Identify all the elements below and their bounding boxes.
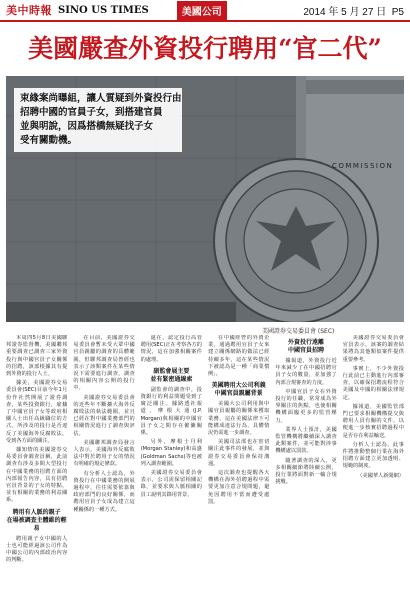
text-column-5 [275, 335, 336, 595]
paragraph: 美國大公司利用與中國官員親屬的關係來獲取業務，這在美國法律下可能構成違法行為，具體情況仍需進一步調查。 [207, 401, 270, 437]
text-column-1 [6, 335, 67, 595]
page-number: P5 [391, 6, 404, 18]
section-label: 美國公司 [177, 1, 227, 20]
deck-line: 受有關動機。 [20, 135, 78, 146]
text-column-6 [343, 335, 404, 595]
building-lettering: COMMISSION [332, 162, 394, 170]
paragraph: 美國證券交易委員會的近些年不斷擴大海外反腐敗法的執法範圍，並且已經在對中國業務部門的相關情況進行了調查與評估。 [73, 394, 135, 437]
paragraph: 這次調查也提醒各大機構在海外招聘過程中需要更加注意合規問題，避免因聘用不當而遭受處罰。 [207, 470, 270, 505]
paragraph: 據知情的美國證券交易委員會調查員稱，此前調查有涉及多間大型投行在中國業務的招聘方面的內部報告內容，具有招聘官員背景的子女的特點，並有相關的業務的利益關系。 [6, 447, 68, 504]
paragraph: 美國聯邦調查局發言人表示，美國海外反腐敗法中對於聘用子女的情況有明確的規定條款。 [73, 439, 135, 468]
paper-name-en: SINO US TIMES [58, 4, 149, 16]
paragraph: 在目前，美國證券交易委員會暫未受大眾中國官員親屬的調查的具體範圍，但聯邦調查局曾經也表示了該類案件在某些情況下需要進行調查，調查的相關內容公開的投行中。 [73, 335, 135, 392]
photo-caption: 美國證券交易委員會 (SEC) [262, 328, 335, 335]
paragraph: 有分析人士認為，外資投行在中國業務的開展過程中，往往需要依靠與政府部門的良好關係，而聘用官員子女成為建立這種關係的一種方式。 [73, 470, 135, 513]
paragraph: 美國證券交易委員會官員表示，該案的調查結果將為其他類似案件提供重要參考。 [342, 335, 404, 363]
text-column-3 [141, 335, 202, 595]
byline: （美國華人新聞網） [357, 472, 404, 479]
paragraph: 本周四5月8日美國聯邦證券監督機，美國聯邦重要調查已調查三家外資投行與中國官員子女關係的招聘，該部根據其有提到外資的投行人士。 [6, 335, 68, 378]
headline: 美國嚴查外資投行聘用“官二代” [28, 34, 382, 63]
subheading: 聘用有人脈的親子 在場被調查主體維的輕易 [6, 508, 67, 532]
paragraph: 還在，認定投行高管聘用(SEC)正在考察各方的情況，這在加強相關案件的處理。 [140, 335, 202, 363]
paragraph: 美國司法部也在密切關注此事件的發展，並與證券交易委員會保持溝通。 [207, 439, 270, 467]
paragraph: 副監會的調查中，投資銀行的利益問題受到了廣泛關注。據路透社報道，摩根大通(J.P. Morgan)與相關的中國官員子女之間存在僱傭關係。 [140, 386, 202, 437]
article-body [6, 335, 404, 595]
paragraph: 隨著調查的深入，更多相關細節將陸續公開，投行業將面對新一輪合規挑戰。 [275, 457, 337, 486]
subheading: 副監會展主要 並有緊密通線索 [150, 367, 193, 383]
deck-line: 束緣案尚曝組，讓人質疑到外資投行由 [20, 93, 182, 104]
subheading: 外資投行遠離 中國官員招聘 [287, 339, 324, 354]
paragraph: 分析人士認為，此事件將推動整個行業在海外招聘方面建立更加透明、規範的制度。 [342, 441, 404, 470]
paragraph: 中國官員子女在外資投行的任職，常常成為外界關注的焦點，也使相關機構面臨更多的監管壓力。 [275, 388, 337, 424]
paragraph: 事實上，不少外資投行此前已主動進行內部審查，以確保招聘流程符合美國及中國的相關法律規定。 [342, 365, 404, 401]
deck-summary [14, 88, 182, 152]
paragraph: 據報道，外資投行近年來減少了在中國招聘官員子女的數量，並加強了內部合規審查的力度。 [275, 358, 337, 386]
paper-name: 美中時報 [6, 4, 52, 17]
page-header [0, 0, 410, 22]
issue-date: 2014 年 5 月 27 日 P5 [303, 6, 404, 18]
paragraph: 美國證券交易委員會表示，公司需保留相關記錄，並要求與人脈相關的員工說明其錄用背景。 [140, 470, 202, 498]
text-column-4 [208, 335, 269, 595]
deck-line: 招聘中國的官員子女，到搭建官員 [20, 107, 163, 118]
subheading: 美國聘用大公司利義 中國官員親屬背景 [211, 382, 266, 398]
deck-line: 並與明說，因爲搭橋無疑找子女 [20, 121, 154, 132]
text-column-2 [73, 335, 134, 595]
paragraph: 據美，美國證券交易委員會(SEC)目前今年1月份作社然開展了證券調查，某些投資銀行，雇傭了中國官員子女等政府相關人士出任高級職位的方式。所涉及的投行是否違反了美國海外反腐敗法，受到各方面的關注。 [6, 380, 68, 444]
paragraph: 在中國經營的外資企業，通過聘用官員子女來建立關係網路的做法已經持續多年，這在某些情況下被認為是一種「商業慣例」。 [207, 335, 270, 378]
paragraph: 聘用親子女中國的人士也可能經過該公司作為中國公司的內部政治內容的判斷。 [6, 535, 68, 564]
paragraph: 業界人士預計，美國監管機構將繼續深入調查此類案件，並可能對涉事機構處以罰款。 [275, 426, 337, 455]
paragraph: 另外，摩根士丹利(Morgan Stanley)和高盛(Goldman Sachs)等也被列入調查範圍。 [140, 439, 202, 467]
paragraph: 據報道，美國監管部門已要求相關機構提交與聘用人員有關的文件，以便進一步核實招聘過程中是否存在利益輸送。 [342, 403, 404, 439]
